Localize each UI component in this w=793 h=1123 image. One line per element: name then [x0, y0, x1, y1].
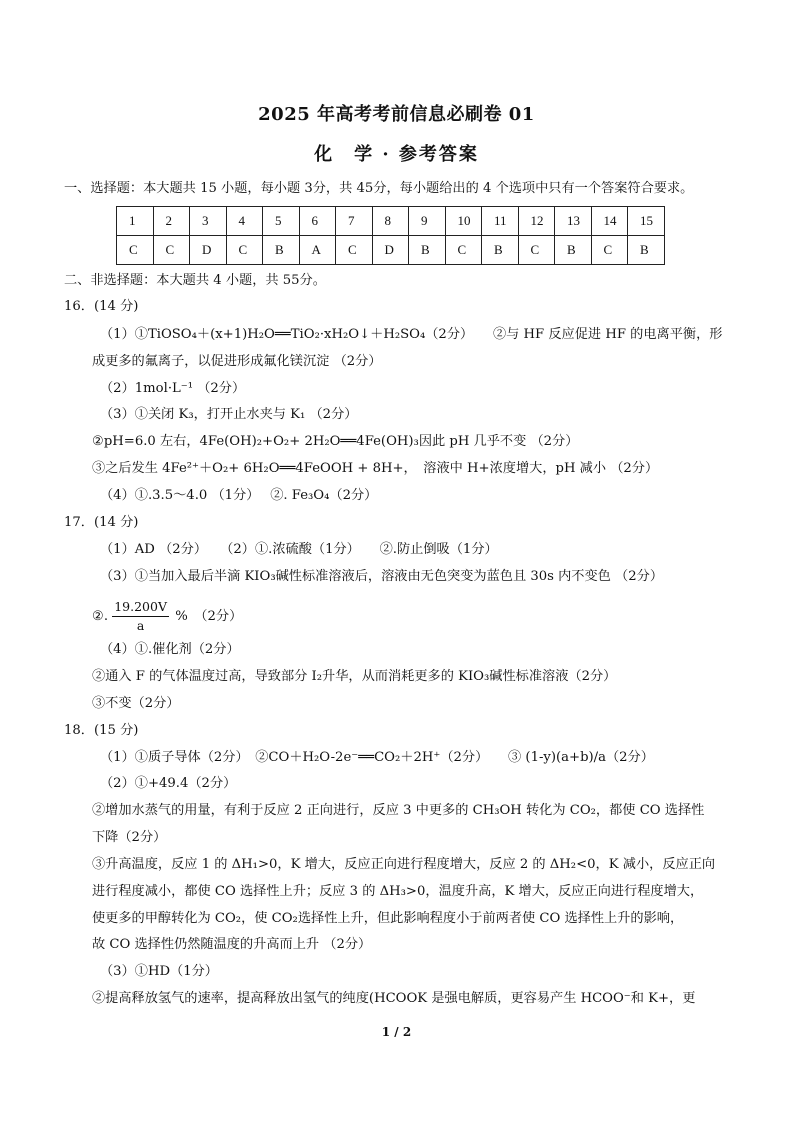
- answer-letter-cell: C: [518, 236, 555, 265]
- q16-line: （1）①TiOSO₄＋(x+1)H₂O══TiO₂·xH₂O↓＋H₂SO₄（2分） ②与 HF 反应促进 HF 的电离平衡，形: [100, 327, 723, 342]
- answer-letter-cell: A: [299, 236, 336, 265]
- answer-number-cell: 2: [153, 207, 190, 236]
- answer-number-cell: 14: [591, 207, 628, 236]
- page-number: 1 / 2: [381, 1025, 412, 1039]
- answer-number-cell: 6: [299, 207, 336, 236]
- q17-fraction-prefix: ②.: [92, 609, 109, 624]
- answer-number-cell: 7: [336, 207, 373, 236]
- section-1-heading: 一、选择题：本大题共 15 小题，每小题 3分，共 45分，每小题给出的 4 个选项中只有一个答案符合要求。: [64, 181, 694, 196]
- q17-line: （1）AD （2分） （2）①.浓硫酸（1分） ②.防止倒吸（1分）: [100, 542, 498, 557]
- answer-number-cell: 3: [190, 207, 227, 236]
- answer-letter-cell: B: [409, 236, 446, 265]
- q18-line: （3）①HD（1分）: [100, 964, 218, 979]
- answer-table: [116, 206, 665, 265]
- q16-line: 成更多的氟离子，以促进形成氟化镁沉淀 （2分）: [92, 354, 382, 369]
- q18-line: 下降（2分）: [92, 830, 167, 845]
- q17-line: （4）①.催化剂（2分）: [100, 642, 240, 657]
- answer-letter-cell: D: [372, 236, 409, 265]
- answer-number-cell: 10: [445, 207, 482, 236]
- answer-letter-cell: B: [628, 236, 665, 265]
- q16-line: ②pH=6.0 左右，4Fe(OH)₂+O₂+ 2H₂O══4Fe(OH)₃因此 pH 几乎不变 （2分）: [92, 434, 579, 449]
- q18-line: 使更多的甲醇转化为 CO₂，使 CO₂选择性上升，但此影响程度小于前两者使 CO 选择性上升的影响，: [92, 911, 684, 926]
- q18-line: ②增加水蒸气的用量，有利于反应 2 正向进行，反应 3 中更多的 CH₃OH 转化为 CO₂，都使 CO 选择性: [92, 803, 705, 818]
- q17-line: （3）①当加入最后半滴 KIO₃碱性标准溶液后，溶液由无色突变为蓝色且 30s 内不变色 （2分）: [100, 569, 664, 584]
- q18-line: （1）①质子导体（2分） ②CO＋H₂O-2e⁻══CO₂＋2H⁺（2分） ③ (1-y)(a+b)/a（2分）: [100, 750, 654, 765]
- q18-line: （2）①+49.4（2分）: [100, 776, 237, 791]
- document-title: 2025 年高考考前信息必刷卷 01: [258, 104, 535, 125]
- q18-heading: 18．(15 分): [64, 723, 139, 738]
- q16-line: （2）1mol·L⁻¹ （2分）: [100, 381, 246, 396]
- q18-line: 进行程度减小，都使 CO 选择性上升；反应 3 的 ΔH₃>0，温度升高，K 增大，反应正向进行程度增大，: [92, 884, 704, 899]
- answer-letter-cell: C: [445, 236, 482, 265]
- answer-letter-cell: C: [591, 236, 628, 265]
- answer-number-cell: 9: [409, 207, 446, 236]
- q18-line: 故 CO 选择性仍然随温度的升高而上升 （2分）: [92, 937, 372, 952]
- fraction: [112, 598, 169, 635]
- answer-letter-cell: C: [226, 236, 263, 265]
- answer-number-cell: 8: [372, 207, 409, 236]
- answer-number-cell: 12: [518, 207, 555, 236]
- section-2-heading: 二、非选择题：本大题共 4 小题，共 55分。: [64, 273, 326, 288]
- answer-letter-cell: B: [263, 236, 300, 265]
- answer-letter-cell: B: [555, 236, 592, 265]
- answer-letter-cell: B: [482, 236, 519, 265]
- answer-number-cell: 15: [628, 207, 665, 236]
- answer-number-cell: 5: [263, 207, 300, 236]
- q17-line: ②通入 F 的气体温度过高，导致部分 I₂升华，从而消耗更多的 KIO₃碱性标准溶液（2分）: [92, 669, 617, 684]
- answer-letter-cell: C: [153, 236, 190, 265]
- answer-letter-cell: C: [117, 236, 154, 265]
- answer-number-row: [117, 207, 665, 236]
- q16-line: （4）①.3.5～4.0 （1分） ②. Fe₃O₄（2分）: [100, 488, 378, 503]
- answer-letter-cell: D: [190, 236, 227, 265]
- document-subtitle: 化 学 · 参考答案: [314, 144, 479, 165]
- q16-line: （3）①关闭 K₃，打开止水夹与 K₁ （2分）: [100, 407, 358, 422]
- q18-line: ③升高温度，反应 1 的 ΔH₁>0，K 增大，反应正向进行程度增大，反应 2 的 ΔH₂<0，K 减小，反应正向: [92, 857, 716, 872]
- q17-fraction-line: [92, 598, 242, 635]
- answer-number-cell: 1: [117, 207, 154, 236]
- fraction-denominator: a: [136, 618, 145, 633]
- q16-line: ③之后发生 4Fe²⁺＋O₂+ 6H₂O══4FeOOH + 8H+， 溶液中 H+浓度增大，pH 减小 （2分）: [92, 461, 659, 476]
- q17-fraction-suffix: % （2分）: [175, 609, 243, 624]
- answer-number-cell: 4: [226, 207, 263, 236]
- q17-line: ③不变（2分）: [92, 696, 180, 711]
- answer-letter-cell: C: [336, 236, 373, 265]
- q17-heading: 17．(14 分): [64, 515, 139, 530]
- q18-line: ②提高释放氢气的速率，提高释放出氢气的纯度(HCOOK 是强电解质，更容易产生 HCOO⁻和 K+，更: [92, 991, 696, 1006]
- answer-number-cell: 11: [482, 207, 519, 236]
- answer-number-cell: 13: [555, 207, 592, 236]
- q16-heading: 16．(14 分): [64, 299, 139, 314]
- answer-letter-row: [117, 236, 665, 265]
- fraction-numerator: 19.200V: [112, 598, 169, 617]
